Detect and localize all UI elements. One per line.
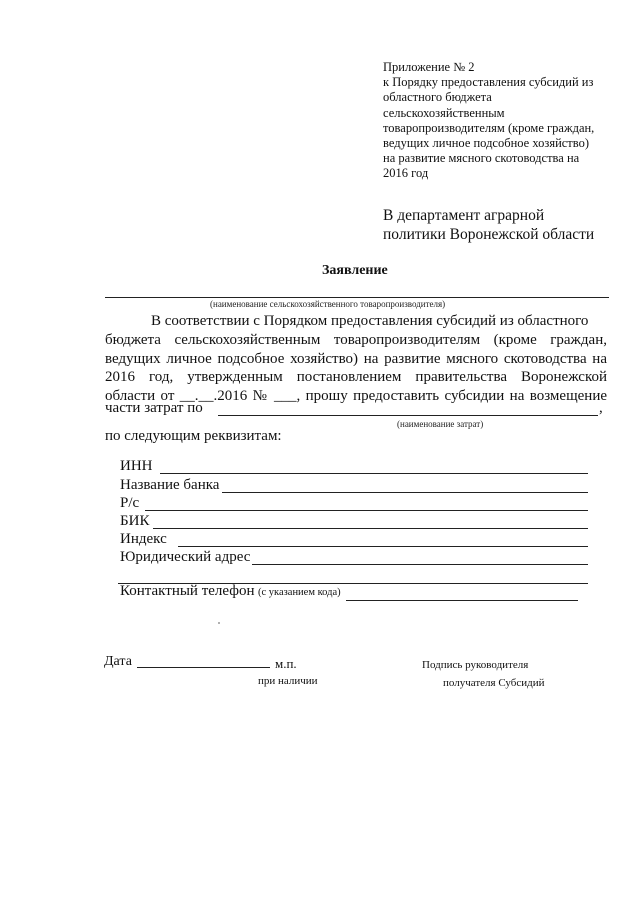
- scan-speck: [218, 622, 220, 624]
- index-label: Индекс: [120, 531, 167, 547]
- appendix-line: товаропроизводителям (кроме граждан,: [383, 120, 595, 135]
- appendix-line: 2016 год: [383, 166, 429, 181]
- index-field-line[interactable]: [178, 546, 588, 547]
- recipient-line-1: В департамент аграрной: [383, 207, 545, 224]
- bik-field-line[interactable]: [153, 528, 588, 529]
- paragraph-line-5: области от __.__.2016 № ___, прошу предоставить субсидии на возмещение: [105, 388, 607, 404]
- recipient-line-2: политики Воронежской области: [383, 226, 595, 243]
- paragraph-line-7: по следующим реквизитам:: [105, 428, 282, 444]
- account-label: Р/с: [120, 495, 140, 511]
- producer-caption: (наименование сельскохозяйственного товаропроизводителя): [210, 299, 446, 309]
- bik-label: БИК: [120, 513, 150, 529]
- appendix-line: на развитие мясного скотоводства на: [383, 151, 580, 166]
- stamp-note: при наличии: [258, 675, 318, 687]
- signature-head-line-1: Подпись руководителя: [422, 659, 529, 671]
- bank-name-label: Название банка: [120, 477, 220, 493]
- paragraph-line-4: 2016 год, утвержденным постановлением правительства Воронежской: [105, 369, 607, 385]
- bank-name-field-line[interactable]: [222, 492, 588, 493]
- account-field-line[interactable]: [145, 510, 588, 511]
- recipient-block: [383, 206, 594, 244]
- date-label: Дата: [104, 654, 132, 669]
- legal-address-field-line[interactable]: [252, 564, 588, 565]
- appendix-line: сельскохозяйственным: [383, 105, 505, 120]
- appendix-line: областного бюджета: [383, 90, 492, 105]
- paragraph-line-1: В соответствии с Порядком предоставления субсидий из областного: [151, 313, 589, 329]
- phone-hint: (с указанием кода): [258, 587, 341, 598]
- phone-field-line[interactable]: [346, 600, 578, 601]
- stamp-label: м.п.: [275, 656, 297, 671]
- inn-field-line[interactable]: [160, 473, 588, 474]
- inn-label: ИНН: [120, 458, 153, 474]
- legal-address-label: Юридический адрес: [120, 549, 251, 565]
- appendix-block: [383, 60, 613, 182]
- costs-caption: (наименование затрат): [397, 419, 484, 429]
- signature-head-line-2: получателя Субсидий: [443, 677, 545, 689]
- appendix-line: к Порядку предоставления субсидий из: [383, 75, 594, 90]
- paragraph-line-6-suffix: ,: [599, 400, 603, 416]
- phone-label: Контактный телефон: [120, 583, 255, 599]
- paragraph-line-6-prefix: части затрат по: [105, 400, 203, 416]
- date-field-line[interactable]: [137, 667, 270, 668]
- appendix-line: Приложение № 2: [383, 60, 475, 74]
- appendix-line: ведущих личное подсобное хозяйство): [383, 136, 589, 151]
- costs-input-line[interactable]: [218, 415, 598, 416]
- document-title: Заявление: [322, 263, 388, 278]
- paragraph-line-3: ведущих личное подсобное хозяйство) на развитие мясного скотоводства на: [105, 351, 607, 367]
- paragraph-line-2: бюджета сельскохозяйственным товаропроизводителям (кроме граждан,: [105, 332, 607, 348]
- producer-name-line[interactable]: [105, 297, 609, 298]
